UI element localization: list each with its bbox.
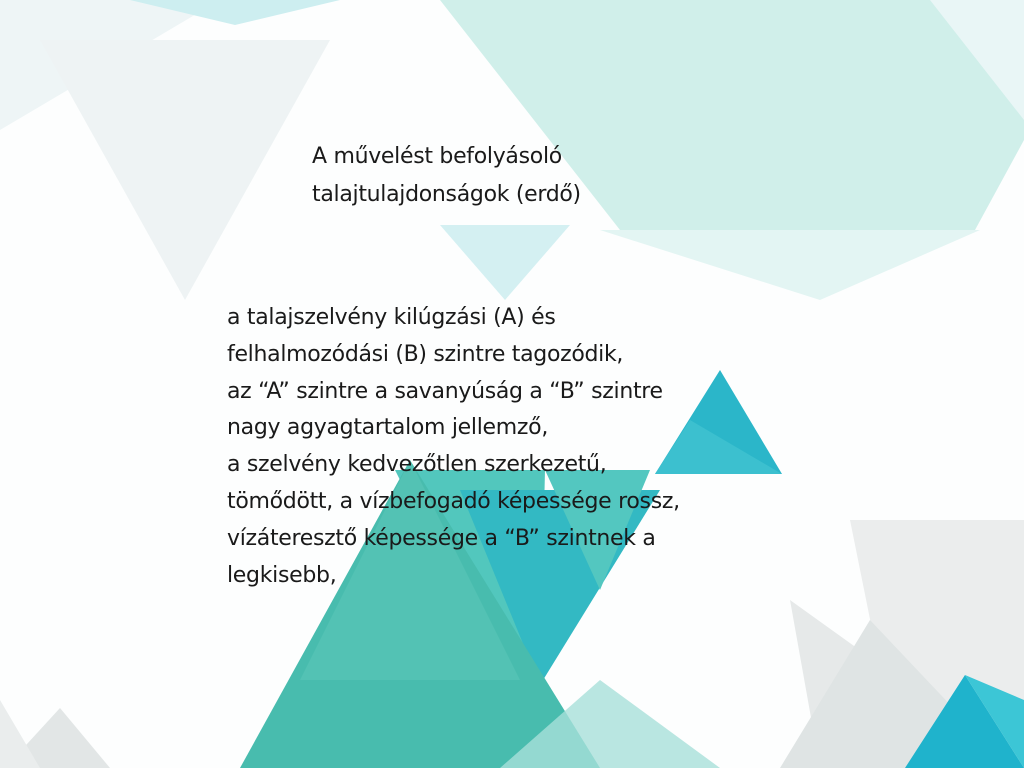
body-line: a szelvény kedvezőtlen szerkezetű,	[227, 452, 607, 478]
body-line: legkisebb,	[227, 562, 337, 588]
body-line: az “A” szintre a savanyúság a “B” szintre	[227, 378, 663, 404]
title-line: A művelést befolyásoló	[312, 144, 562, 169]
body-line: a talajszelvény kilúgzási (A) és	[227, 305, 556, 330]
body-line: tömődött, a vízbefogadó képessége rossz,	[227, 488, 680, 514]
body-line: vízáteresztő képessége a “B” szintnek a	[227, 525, 656, 551]
body-line: felhalmozódási (B) szintre tagozódik,	[227, 341, 624, 367]
body-line: nagy agyagtartalom jellemző,	[227, 415, 549, 441]
title-line: talajtulajdonságok (erdő)	[312, 182, 581, 207]
slide-title	[312, 138, 581, 214]
slide-body-text	[227, 300, 680, 594]
